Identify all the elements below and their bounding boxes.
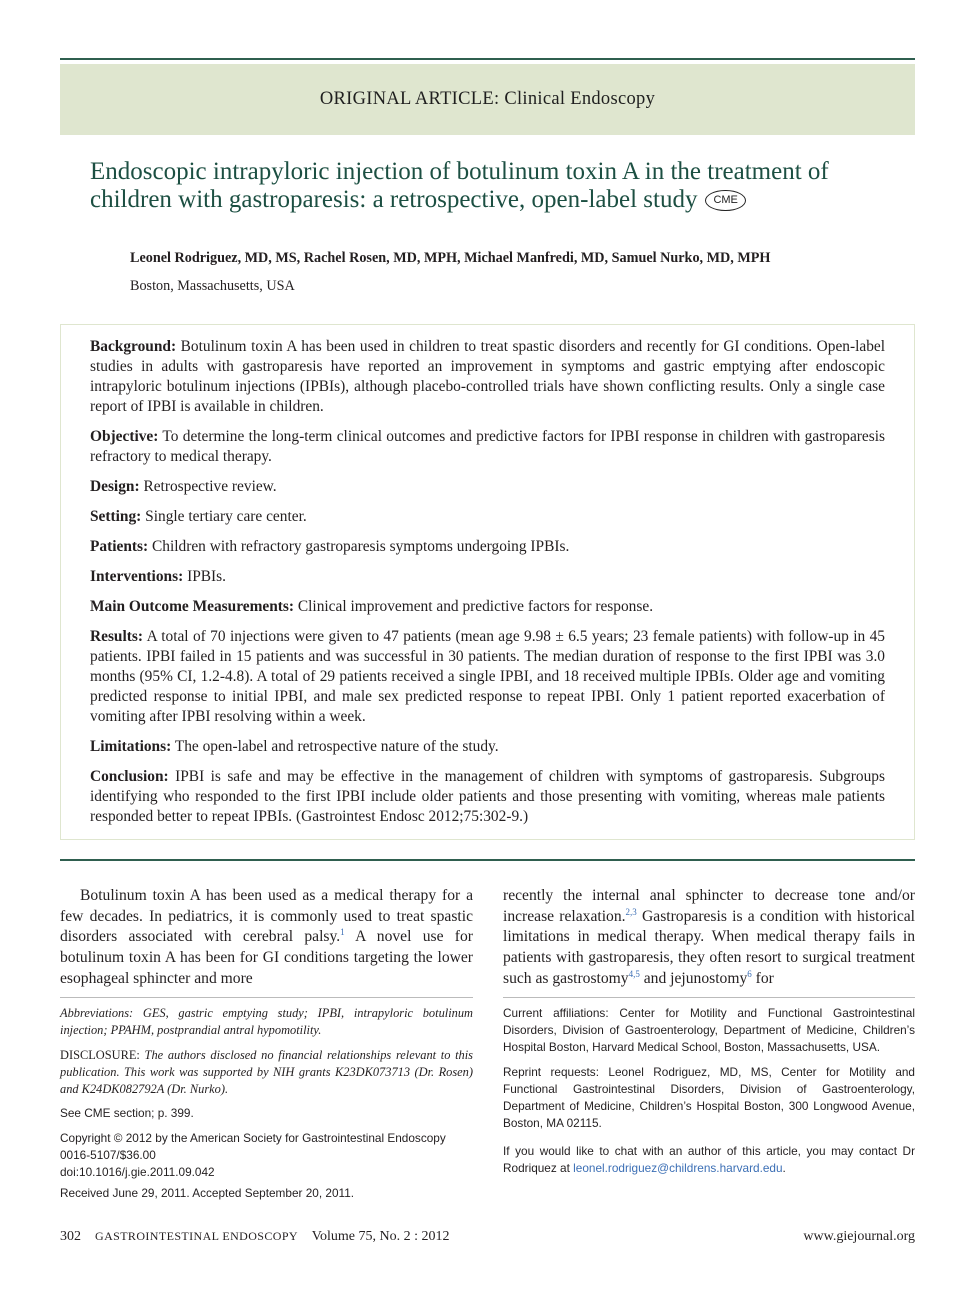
cme-badge-icon[interactable]: CME [705,190,745,211]
abstract-text: Children with refractory gastroparesis symptoms undergoing IPBIs. [152,538,570,555]
disclosure-text: The authors disclosed no financial relationships relevant to this publication. This work was supported by NIH grants K23DK073713 (Dr. Rosen) and K24DK082792A (Dr. Nurko). [60,1048,473,1096]
reprint-requests-note: Reprint requests: Leonel Rodriguez, MD, MS, Center for Motility and Functional Gastrointestinal Disorders, Division of Gastroenterology, Department of Medicine, Children’s Hospital Boston, 300 Longwood Avenue, Boston, MA 02115. [503,1065,915,1130]
abstract-text: IPBI is safe and may be effective in the management of children with symptoms of gastroparesis. Subgroups identifying who responded to the first IPBI include older patients and those presenting with vomiting, whereas male patients responded better to repeat IPBIs. (Gastrointest Endosc 2012;75:302-9.) [90,768,885,825]
abstract-results [90,627,885,727]
abstract-outcomes [90,597,885,617]
issn-line: 0016-5107/$36.00 [60,1148,156,1162]
body-text: A novel use for botulinum toxin A has been for GI conditions targeting the lower esophageal sphincter and more [60,928,473,987]
abstract-design [90,477,885,497]
cme-note: See CME section; p. 399. [60,1106,194,1120]
footnote-rule-right [503,997,915,998]
reference-link[interactable]: 2,3 [625,906,637,917]
section-label: ORIGINAL ARTICLE: Clinical Endoscopy [319,89,656,109]
abstract-heading: Design: [90,478,140,495]
received-note: Received June 29, 2011. Accepted September 20, 2011. [60,1186,355,1200]
abstract-objective [90,427,885,467]
abstract-interventions [90,567,885,587]
body-column-left [60,886,473,990]
body-text: Gastroparesis is a condition with historical limitations in medical therapy. When medical therapy fails in patients with gastroparesis, they often resort to surgical treatment such as gastrostomy [503,907,915,987]
abstract-text: A total of 70 injections were given to 47 patients (mean age 9.98 ± 6.5 years; 23 female patients) with follow-up in 45 patients. IPBI failed in 15 patients and was successful in 30 patients. The median duration of response to the first IPBI was 3.0 months (95% CI, 1.2-4.8). A total of 29 patients received a single IPBI, and 18 received multiple IPBIs. Older age and vomiting predicted response to initial IPBI, and male sex predicted response to repeat IPBI. Only 1 patient reported exacerbation of vomiting after IPBI resolving within a week. [90,628,885,725]
body-text: recently the internal anal sphincter to decrease tone and/or increase relaxation. [503,887,915,925]
abstract-heading: Interventions: [90,568,184,585]
abstract-heading: Results: [90,628,144,645]
abstract-conclusion [90,767,885,827]
abstract-heading: Background: [90,338,177,355]
author-affiliation: Boston, Massachusetts, USA [130,278,295,294]
copyright-block [60,1130,473,1181]
disclosure-note [60,1047,473,1098]
body-text: Botulinum toxin A has been used as a medical therapy for a few decades. In pediatrics, it is commonly used to treat spastic disorders associated with cerebral palsy. [60,887,473,946]
page-footer [60,1229,915,1251]
article-title-text: Endoscopic intrapyloric injection of botulinum toxin A in the treatment of children with gastroparesis: a retrospective, open-label study [90,158,829,213]
chat-end: . [782,1161,786,1175]
abstract-heading: Main Outcome Measurements: [90,598,295,615]
abstract-text: IPBIs. [187,568,226,585]
abstract-text: Single tertiary care center. [145,508,307,525]
abstract-heading: Setting: [90,508,142,525]
abstract-text: Clinical improvement and predictive factors for response. [297,598,654,615]
doi-link[interactable]: doi:10.1016/j.gie.2011.09.042 [60,1165,215,1179]
abstract-text: Botulinum toxin A has been used in children to treat spastic disorders and recently for GI conditions. Open-label studies in adults with gastroparesis have reported an improvement in symptoms and gastric emptying after endoscopic intrapyloric botulinum injections (IPBIs), although placebo-controlled trials have shown conflicting results. Only a single case report of IPBI is available in children. [90,338,886,415]
article-title [90,158,850,214]
reference-link[interactable]: 1 [340,927,345,938]
abstract-text: To determine the long-term clinical outcomes and predictive factors for IPBI response in children with gastroparesis refractory to medical therapy. [90,428,885,465]
abstract-heading: Limitations: [90,738,172,755]
abbreviations-note [60,1005,473,1039]
volume-info: Volume 75, No. 2 : 2012 [311,1229,450,1244]
abstract-heading: Patients: [90,538,149,555]
abstract-heading: Conclusion: [90,768,169,785]
page-number: 302 [60,1229,81,1244]
chat-text: If you would like to chat with an author of this article, you may contact Dr Rodriquez at [503,1144,915,1175]
top-rule [60,58,915,60]
journal-name: GASTROINTESTINAL ENDOSCOPY [95,1229,298,1243]
abstract-text: The open-label and retrospective nature of the study. [174,738,499,755]
body-text: and jejunostomy [639,969,748,987]
abstract-box [60,324,915,840]
disclosure-label: DISCLOSURE: [60,1048,140,1062]
section-banner [60,64,915,135]
author-list: Leonel Rodriguez, MD, MS, Rachel Rosen, MD, MPH, Michael Manfredi, MD, Samuel Nurko, MD, MPH [130,250,771,266]
section-divider [60,859,915,861]
abbreviations-text: Abbreviations: GES, gastric emptying study; IPBI, intrapyloric botulinum injection; PPAHM, postprandial antral hypomotility. [60,1006,473,1037]
footer-left [60,1229,450,1245]
abstract-setting [90,507,885,527]
abstract-text: Retrospective review. [143,478,277,495]
abstract-heading: Objective: [90,428,159,445]
footnote-rule-left [60,997,473,998]
journal-url-link[interactable]: www.giejournal.org [803,1229,915,1244]
current-affiliations-note: Current affiliations: Center for Motility and Functional Gastrointestinal Disorders, Division of Gastroenterology, Department of Medicine, Children’s Hospital Boston, Harvard Medical School, Boston, Massachusetts, USA. [503,1006,915,1054]
body-column-right [503,886,915,990]
abstract-patients [90,537,885,557]
chat-note [503,1143,915,1177]
author-email-link[interactable]: leonel.rodriguez@childrens.harvard.edu [573,1161,783,1175]
reference-link[interactable]: 4,5 [628,968,640,979]
copyright-line: Copyright © 2012 by the American Society for Gastrointestinal Endoscopy [60,1131,446,1145]
reference-link[interactable]: 6 [747,968,752,979]
abstract-limitations [90,737,885,757]
body-text: for [751,969,774,987]
abstract-background [90,337,885,417]
